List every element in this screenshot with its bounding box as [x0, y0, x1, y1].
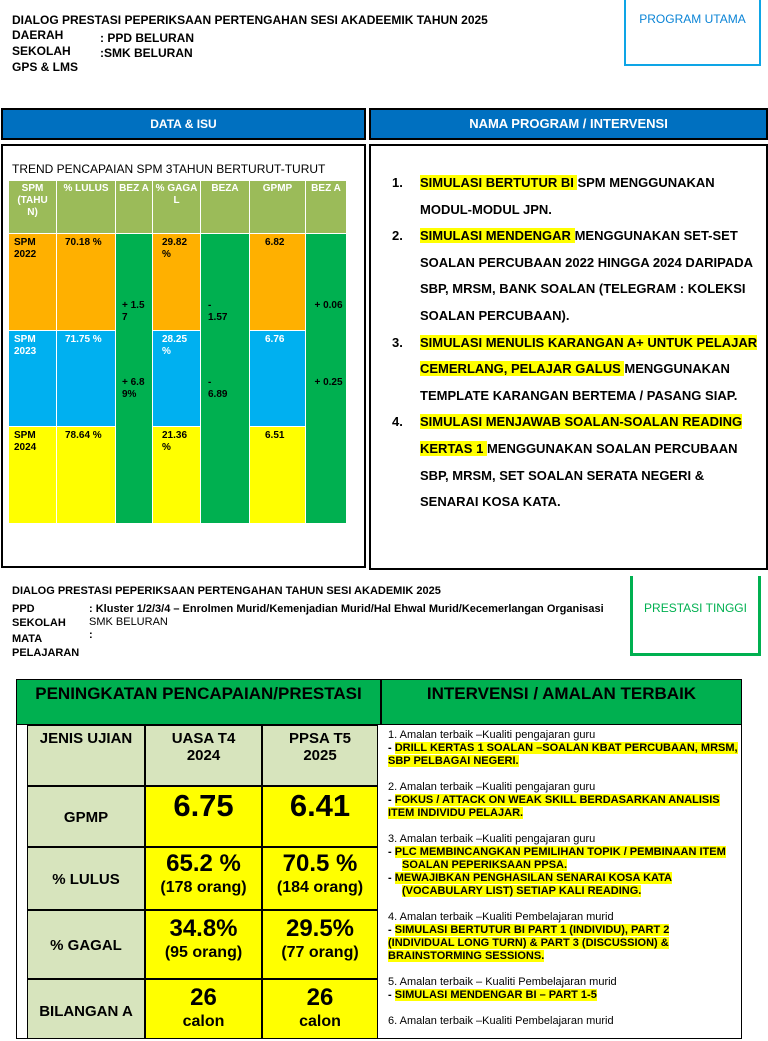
- data-isu-label: DATA & ISU: [150, 117, 217, 131]
- right-grid-header-text: INTERVENSI / AMALAN TERBAIK: [426, 684, 697, 703]
- trend-2023-gpmp-text: 6.76: [265, 334, 285, 345]
- gpmp-uasa: [145, 786, 262, 847]
- practice-head: 6. Amalan terbaik –Kualiti Pembelajaran murid: [388, 1015, 614, 1027]
- practice-dash: -: [388, 924, 395, 936]
- intervention-text: MENGGUNAKAN TEMPLATE KARANGAN BERTEMA / PASANG SIAP.: [420, 361, 738, 403]
- trend-2024-gpmp-text: 6.51: [265, 430, 285, 441]
- intervention-num: 3.: [392, 334, 403, 350]
- trend-header-lulus: [57, 181, 116, 234]
- gagal-ppsa-sub: (77 orang): [281, 944, 359, 961]
- trend-row-2023-gpmp: [250, 331, 306, 427]
- practice-entry: [388, 729, 738, 768]
- lulus-uasa-sub: (178 orang): [160, 879, 247, 896]
- daerah-label: DAERAH: [12, 28, 64, 42]
- trend-row-2023-gagal: [153, 331, 201, 427]
- right-grid-header: [381, 679, 742, 725]
- col-header-jenis-text: JENIS UJIAN: [39, 730, 133, 747]
- col-header-ppsa-text: PPSA T5 2025: [289, 730, 351, 764]
- practice-dash: -: [388, 872, 395, 884]
- left-grid-header-text: PENINGKATAN PENCAPAIAN/PRESTASI: [35, 684, 362, 703]
- mata-value: :: [89, 629, 93, 641]
- trend-row-2022-lulus: [57, 234, 116, 331]
- gagal-uasa: [145, 910, 262, 979]
- gpmp-ppsa-value: 6.41: [289, 788, 351, 823]
- trend-beza-lulus-2: + 6.8 9%: [122, 377, 145, 400]
- lulus-ppsa-value: 70.5 %: [282, 850, 358, 877]
- trend-2022-gagal-text: 29.82 %: [162, 237, 188, 260]
- trend-2022-gpmp-text: 6.82: [265, 237, 285, 248]
- practice-line: MEWAJIBKAN PENGHASILAN SENARAI KOSA KATA (VOCABULARY LIST) SETIAP KALI READING.: [394, 872, 672, 897]
- intervention-text: MENGGUNAKAN SOALAN PERCUBAAN SBP, MRSM, SET SOALAN SERATA NEGERI & SENARAI KOSA KATA.: [420, 440, 738, 510]
- trend-2023-lulus-text: 71.75 %: [65, 334, 102, 345]
- practice-entry: [388, 833, 738, 898]
- row-label-gagal-text: % GAGAL: [50, 937, 122, 954]
- col-header-uasa: [145, 725, 262, 786]
- trend-header-beza3: [306, 181, 347, 234]
- intervention-highlight: SIMULASI MENULIS KARANGAN A+ UNTUK PELAJAR CEMERLANG, PELAJAR GALUS: [420, 334, 758, 377]
- practice-entry: [388, 976, 738, 1002]
- top-header: [12, 12, 488, 28]
- practice-dash: -: [388, 794, 395, 806]
- practice-entry: [388, 1015, 738, 1028]
- trend-row-2024-gpmp: [250, 427, 306, 524]
- trend-header-beza2: [201, 181, 250, 234]
- trend-beza-lulus-1: + 1.5 7: [122, 300, 145, 323]
- trend-header-beza3-text: BEZ A: [311, 183, 341, 194]
- practice-entry: [388, 781, 738, 820]
- data-isu-bar: [1, 108, 366, 140]
- sekolah-label: SEKOLAH: [12, 44, 71, 58]
- trend-beza-gpmp-col: [306, 234, 347, 524]
- trend-row-2024-lulus: [57, 427, 116, 524]
- intervention-item: [392, 330, 760, 410]
- lulus-ppsa-sub: (184 orang): [276, 879, 364, 896]
- trend-2023-gagal-text: 28.25 %: [162, 334, 188, 357]
- trend-row-2024-gagal: [153, 427, 201, 524]
- trend-beza-lulus-col: [116, 234, 153, 524]
- sekolah-value: :SMK BELURAN: [100, 46, 193, 60]
- trend-header-gpmp-text: GPMP: [262, 183, 293, 194]
- practice-head: 2. Amalan terbaik –Kualiti pengajaran guru: [388, 781, 596, 793]
- row-label-gpmp-text: GPMP: [63, 809, 109, 826]
- row-label-gagal: [27, 910, 145, 979]
- gpmp-ppsa: [262, 786, 378, 847]
- intervention-num: 1.: [392, 175, 403, 190]
- trend-header-year-text: SPM (TAHU N): [17, 183, 48, 218]
- sekolah2-value: SMK BELURAN: [89, 616, 168, 628]
- prestasi-tinggi-box: [630, 576, 761, 656]
- trend-header-beza1-text: BEZ A: [119, 183, 149, 194]
- trend-row-2022-gpmp: [250, 234, 306, 331]
- trend-row-2022-gagal: [153, 234, 201, 331]
- trend-title: TREND PENCAPAIAN SPM 3TAHUN BERTURUT-TURUT: [12, 162, 326, 176]
- trend-row-2023-year: [9, 331, 57, 427]
- program-utama-label: PROGRAM UTAMA: [639, 12, 746, 26]
- mata-label: MATA PELAJARAN: [12, 633, 80, 659]
- trend-2022-year-text: SPM 2022: [14, 237, 37, 260]
- daerah-row: [12, 27, 63, 43]
- row-label-lulus-text: % LULUS: [52, 871, 120, 888]
- trend-header-lulus-text: % LULUS: [63, 183, 109, 194]
- intervention-item: [392, 170, 760, 223]
- program-intervensi-label: NAMA PROGRAM / INTERVENSI: [469, 116, 668, 131]
- lulus-ppsa: [262, 847, 378, 910]
- trend-2024-year-text: SPM 2024: [14, 430, 37, 453]
- trend-header-gagal-text: % GAGA L: [155, 183, 198, 206]
- prestasi-tinggi-label: PRESTASI TINGGI: [644, 601, 747, 615]
- intervention-num: 2.: [392, 228, 403, 244]
- trend-header-beza2-text: BEZA: [211, 183, 239, 194]
- program-utama-box: [624, 0, 761, 66]
- intervention-highlight: SIMULASI MENDENGAR: [420, 228, 575, 244]
- gagal-ppsa: [262, 910, 378, 979]
- bilangan-ppsa: [262, 979, 378, 1039]
- trend-row-2022-year: [9, 234, 57, 331]
- bilangan-ppsa-value: 26: [306, 984, 334, 1011]
- intervention-list: [392, 170, 760, 516]
- practice-line: SIMULASI MENDENGAR BI – PART 1-5: [394, 989, 597, 1001]
- practice-line: DRILL KERTAS 1 SOALAN –SOALAN KBAT PERCUBAAN, MRSM, SBP PELBAGAI NEGERI.: [388, 742, 738, 767]
- intervention-highlight: SIMULASI MENJAWAB SOALAN-SOALAN READING KERTAS 1: [420, 414, 743, 456]
- trend-header-year: [9, 181, 57, 234]
- practice-head: 4. Amalan terbaik –Kualiti Pembelajaran murid: [388, 911, 614, 923]
- trend-2023-year-text: SPM 2023: [14, 334, 37, 357]
- practice-line: PLC MEMBINCANGKAN PEMILIHAN TOPIK / PEMBINAAN ITEM SOALAN PEPERIKSAAN PPSA.: [394, 846, 726, 871]
- gagal-uasa-value: 34.8%: [169, 915, 238, 942]
- trend-row-2023-lulus: [57, 331, 116, 427]
- trend-2024-lulus-text: 78.64 %: [65, 430, 102, 441]
- trend-2022-lulus-text: 70.18 %: [65, 237, 102, 248]
- trend-header-beza1: [116, 181, 153, 234]
- trend-beza-gpmp-2: + 0.25: [314, 377, 343, 388]
- ppd-value: : Kluster 1/2/3/4 – Enrolmen Murid/Kemenjadian Murid/Hal Ehwal Murid/Kecemerlangan Organisasi: [89, 603, 604, 615]
- row-label-gpmp: [27, 786, 145, 847]
- trend-beza-gagal-1: - 1.57: [208, 300, 228, 323]
- practice-line: SIMULASI BERTUTUR BI PART 1 (INDIVIDU), PART 2 (INDIVIDUAL LONG TURN) & PART 3 (DISCUSSION) & BRAINSTORMING SESSIONS.: [388, 924, 670, 962]
- gagal-ppsa-value: 29.5%: [285, 915, 355, 942]
- bilangan-uasa: [145, 979, 262, 1039]
- bilangan-ppsa-sub: calon: [299, 1013, 341, 1030]
- gagal-uasa-sub: (95 orang): [164, 944, 243, 961]
- row-label-bilangan: [27, 979, 145, 1039]
- intervention-num: 4.: [392, 414, 403, 430]
- practice-head: 5. Amalan terbaik – Kualiti Pembelajaran murid: [388, 976, 617, 988]
- lulus-uasa: [145, 847, 262, 910]
- trend-beza-gpmp-1: + 0.06: [314, 300, 343, 311]
- lulus-uasa-value: 65.2 %: [166, 850, 241, 877]
- trend-beza-gagal-2: - 6.89: [208, 377, 228, 400]
- second-title: DIALOG PRESTASI PEPERIKSAAN PERTENGAHAN TAHUN SESI AKADEMIK 2025: [12, 585, 441, 597]
- trend-2024-gagal-text: 21.36 %: [162, 430, 188, 453]
- practice-dash: -: [388, 989, 395, 1001]
- bilangan-uasa-value: 26: [190, 984, 217, 1011]
- trend-header-gagal: [153, 181, 201, 234]
- program-intervensi-bar: [369, 108, 768, 140]
- trend-beza-gagal-col: [201, 234, 250, 524]
- intervention-item: [392, 409, 760, 515]
- practice-dash: -: [388, 846, 395, 858]
- intervention-item: [392, 223, 760, 329]
- col-header-uasa-text: UASA T4 2024: [171, 730, 236, 764]
- intervention-text: SPM MENGGUNAKAN MODUL-MODUL JPN.: [420, 175, 715, 217]
- row-label-lulus: [27, 847, 145, 910]
- intervention-text: MENGGUNAKAN SET-SET SOALAN PERCUBAAN 2022 HINGGA 2024 DARIPADA SBP, MRSM, BANK SOALAN (TELEGRAM : KOLEKSI SOALAN PERCUBAAN).: [420, 228, 753, 323]
- daerah-value: : PPD BELURAN: [100, 31, 195, 45]
- gps-label: GPS & LMS: [12, 60, 79, 74]
- bilangan-uasa-sub: calon: [182, 1013, 225, 1030]
- row-label-bilangan-text: BILANGAN A: [39, 1003, 133, 1020]
- ppd-label: PPD: [12, 603, 35, 615]
- top-title: DIALOG PRESTASI PEPERIKSAAN PERTENGAHAN SESI AKADEEMIK TAHUN 2025: [12, 13, 488, 27]
- left-grid-header: [16, 679, 381, 725]
- practice-entry: [388, 911, 738, 963]
- trend-header-gpmp: [250, 181, 306, 234]
- col-header-jenis: [27, 725, 145, 786]
- practice-list: [388, 729, 738, 1041]
- practice-line: FOKUS / ATTACK ON WEAK SKILL BERDASARKAN ANALISIS ITEM INDIVIDU PELAJAR.: [388, 794, 720, 819]
- intervention-highlight: SIMULASI BERTUTUR BI: [420, 175, 578, 190]
- gpmp-uasa-value: 6.75: [173, 788, 234, 823]
- sekolah2-label: SEKOLAH: [12, 617, 66, 629]
- col-header-ppsa: [262, 725, 378, 786]
- practice-dash: -: [388, 742, 395, 754]
- practice-head: 3. Amalan terbaik –Kualiti pengajaran guru: [388, 833, 596, 845]
- trend-row-2024-year: [9, 427, 57, 524]
- practice-head: 1. Amalan terbaik –Kualiti pengajaran guru: [388, 729, 596, 741]
